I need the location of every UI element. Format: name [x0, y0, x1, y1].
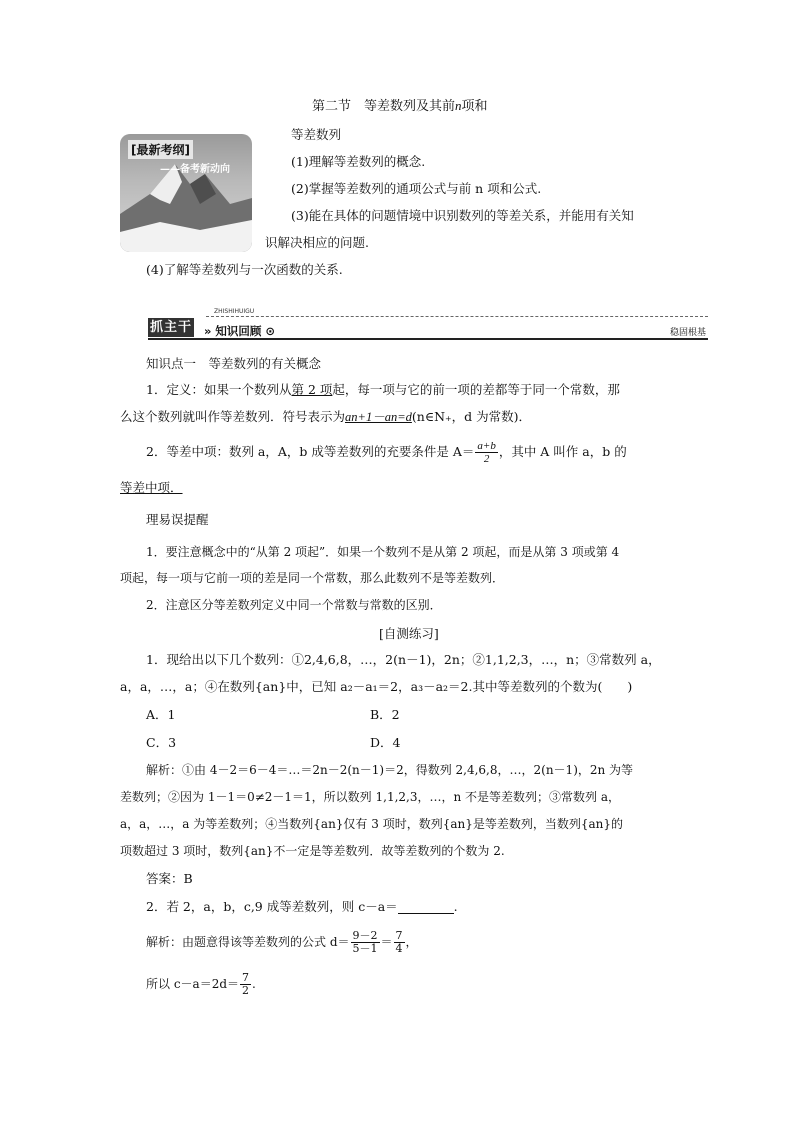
- dotted-rule: [206, 316, 708, 317]
- answer-blank: [398, 901, 454, 914]
- reminder-1: 1．要注意概念中的“从第 2 项起”．如果一个数列不是从第 2 项起，而是从第 3 项或第 4: [146, 545, 620, 559]
- equals-sign: ＝: [380, 935, 393, 949]
- syllabus-item-3-cont: 识解决相应的问题.: [265, 235, 369, 250]
- reminder-heading: 理易误提醒: [146, 512, 209, 527]
- answer-1: 答案：B: [146, 871, 193, 886]
- solution-2-fraction-1: [351, 930, 380, 955]
- definition-formula-note: (n∈N₊，d 为常数)．: [411, 409, 531, 424]
- solution-1-line-2: 差数列；②因为 1－1＝0≠2－1＝1，所以数列 1,1,2,3，…，n 不是等差数列；③常数列 a，: [120, 790, 620, 804]
- banner-tag: [最新考纲]: [128, 140, 193, 159]
- option-a: A．1: [146, 707, 176, 722]
- solution-2-result-fraction: [240, 972, 251, 997]
- fraction-numerator: 7: [395, 929, 403, 942]
- definition-formula: an+1－an=d: [345, 410, 412, 424]
- practice-heading: [自测练习]: [379, 626, 439, 641]
- reminder-2: 2．注意区分等差数列定义中同一个常数与常数的区别．: [146, 598, 442, 612]
- knowledge-heading: 知识点一 等差数列的有关概念: [146, 356, 322, 371]
- solution-2-result: [146, 972, 256, 997]
- section-badge: 抓主干: [149, 320, 192, 335]
- definition-symbol-text: 么这个数列就叫作等差数列．符号表示为: [120, 409, 346, 424]
- syllabus-item-2: (2)掌握等差数列的通项公式与前 n 项和公式.: [291, 181, 542, 196]
- option-c: C．3: [146, 735, 177, 750]
- title-tail: 项和: [461, 99, 488, 114]
- fraction-numerator: 9－2: [352, 929, 378, 942]
- page-title: [312, 98, 488, 114]
- reminder-1-cont: 项起，每一项与它前一项的差是同一个常数，那么此数列不是等差数列．: [120, 571, 505, 585]
- middle-term-text-cont: ，其中 A 叫作 a，b 的: [498, 444, 627, 459]
- syllabus-banner-image: [120, 134, 252, 252]
- fraction-numerator: 7: [242, 971, 250, 984]
- fraction-denominator: 4: [395, 942, 403, 955]
- solution-2-result-text: 所以 c－a＝2d＝: [146, 977, 240, 991]
- option-b: B．2: [370, 707, 400, 722]
- syllabus-heading: 等差数列: [291, 127, 342, 142]
- middle-term-line: [146, 440, 627, 465]
- syllabus-item-4: (4)了解等差数列与一次函数的关系.: [146, 262, 343, 277]
- fraction-denominator: 5－1: [352, 942, 378, 955]
- solution-2-text: 解析：由题意得该等差数列的公式 d＝: [146, 935, 350, 949]
- option-d: D．4: [370, 735, 401, 750]
- title-text: 第二节 等差数列及其前: [312, 99, 456, 114]
- definition-line-1: [146, 382, 620, 397]
- definition-underline: 第 2 项: [291, 382, 333, 397]
- solution-2-period: .: [252, 977, 256, 991]
- section-label: » 知识回顾 ⊙: [204, 324, 276, 338]
- definition-text-cont: 起，每一项与它的前一项的差都等于同一个常数，那: [332, 382, 620, 397]
- middle-term-def: 等差中项．: [120, 480, 183, 495]
- question-2-period: .: [453, 899, 458, 914]
- section-right-label: 稳固根基: [669, 328, 706, 338]
- syllabus-item-3: (3)能在具体的问题情境中识别数列的等差关系，并能用有关知: [291, 208, 634, 223]
- definition-text: 1．定义：如果一个数列从: [146, 382, 292, 397]
- solution-2: [146, 930, 418, 955]
- fraction-numerator: a+b: [477, 440, 496, 452]
- fraction-denominator: 2: [483, 453, 490, 465]
- title-var: n: [455, 98, 462, 113]
- question-1: 1．现给出以下几个数列：①2,4,6,8，…，2(n－1)，2n；②1,1,2,3，…，n；③常数列 a，: [146, 652, 661, 667]
- middle-term-fraction: [475, 440, 497, 465]
- solution-1-line-3: a，a，…，a 为等差数列；④当数列{an}仅有 3 项时，数列{an}是等差数列，当数列{an}的: [120, 817, 624, 831]
- section-bar: [148, 308, 708, 340]
- definition-line-2: [120, 409, 531, 425]
- banner-subtitle: ——备考新动向: [160, 164, 230, 175]
- solution-2-comma: ，: [405, 935, 418, 949]
- question-2-text: 2．若 2，a，b，c,9 成等差数列，则 c－a＝: [146, 899, 398, 914]
- middle-term-text: 2．等差中项：数列 a，A，b 成等差数列的充要条件是 A＝: [146, 444, 475, 459]
- solution-1-line-4: 项数超过 3 项时，数列{an}不一定是等差数列．故等差数列的个数为 2.: [120, 844, 505, 858]
- fraction-denominator: 2: [242, 984, 250, 997]
- solution-2-fraction-2: [394, 930, 405, 955]
- section-pinyin: ZHISHIHUIGU: [214, 308, 255, 315]
- syllabus-item-1: (1)理解等差数列的概念.: [291, 154, 426, 169]
- solution-1: 解析：①由 4－2＝6－4＝…＝2n－2(n－1)＝2，得数列 2,4,6,8，…，2(n－1)，2n 为等: [146, 763, 634, 777]
- question-2: [146, 899, 458, 914]
- question-1-cont: a，a，…，a；④在数列{an}中，已知 a₂－a₁＝2，a₃－a₂＝2.其中等差数列的个数为( ): [120, 679, 633, 694]
